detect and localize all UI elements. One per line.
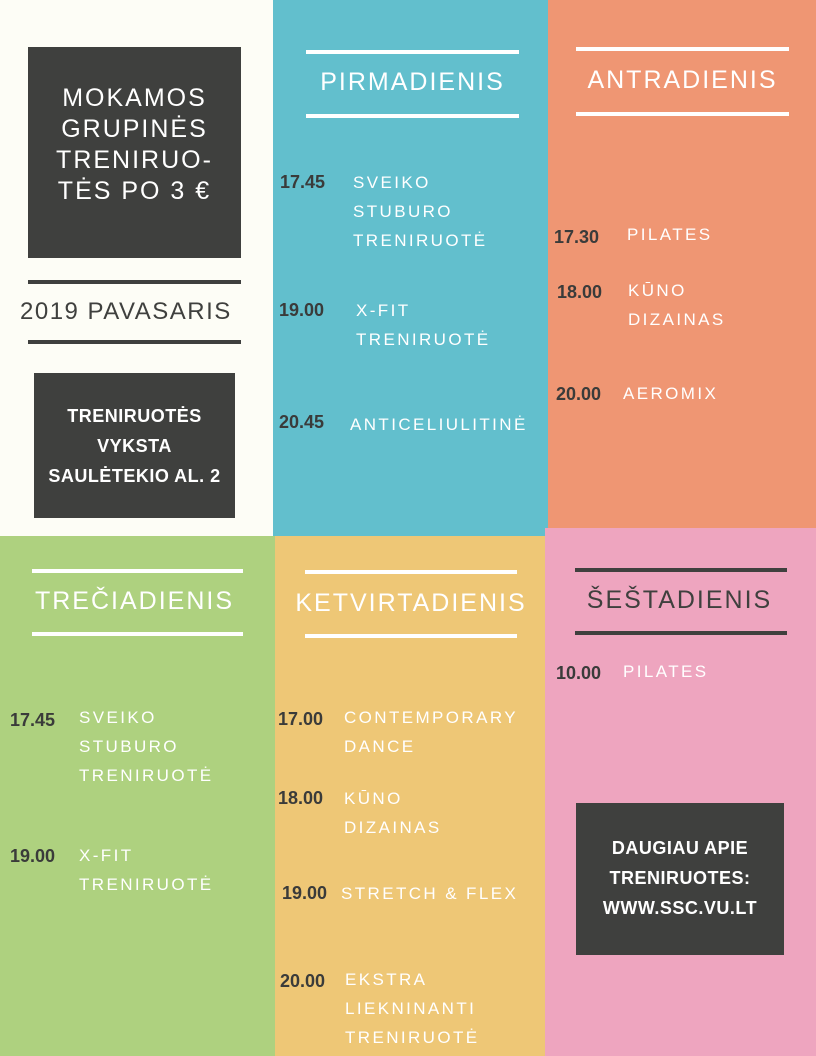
- session-time: 18.00: [278, 788, 324, 808]
- session-name: PILATES: [623, 662, 709, 681]
- monday-panel: [273, 0, 548, 536]
- tuesday-divider-bottom: [576, 112, 789, 116]
- tuesday-divider-top: [576, 47, 789, 51]
- session-time: 17.45: [10, 710, 56, 730]
- headline-box: [28, 47, 241, 258]
- session-time: 20.45: [279, 412, 325, 432]
- session-time: 10.00: [556, 663, 602, 683]
- session-name: ANTICELIULITINĖ: [350, 415, 528, 434]
- season-divider-top: [28, 280, 241, 284]
- saturday-title: ŠEŠTADIENIS: [586, 586, 773, 614]
- session-time: 18.00: [557, 282, 603, 302]
- season-label: 2019 PAVASARIS: [20, 298, 232, 325]
- thursday-panel: [275, 536, 545, 1056]
- session-time: 20.00: [280, 971, 326, 991]
- session-time: 17.00: [278, 709, 324, 729]
- session-name: X-FIT TRENIRUOTĖ: [79, 846, 214, 894]
- tuesday-panel: [548, 0, 816, 528]
- session-name: SVEIKO STUBURO TRENIRUOTĖ: [79, 708, 214, 785]
- wednesday-title: TREČIADIENIS: [34, 587, 235, 615]
- session-time: 19.00: [279, 300, 325, 320]
- more-info-text: DAUGIAU APIE TRENIRUOTES: WWW.SSC.VU.LT: [602, 838, 758, 918]
- thursday-divider-top: [305, 570, 517, 574]
- wednesday-panel: [0, 536, 275, 1056]
- session-name: X-FIT TRENIRUOTĖ: [356, 301, 491, 349]
- session-name: AEROMIX: [623, 384, 719, 403]
- session-name: CONTEMPORARY DANCE: [344, 708, 518, 756]
- location-box: [34, 373, 235, 518]
- monday-divider-top: [306, 50, 519, 54]
- session-name: STRETCH & FLEX: [341, 884, 519, 903]
- more-info-box: [576, 803, 784, 955]
- saturday-divider-bottom: [575, 631, 787, 635]
- wednesday-divider-top: [32, 569, 243, 573]
- saturday-divider-top: [575, 568, 787, 572]
- info-panel: [0, 0, 273, 536]
- session-name: KŪNO DIZAINAS: [628, 281, 726, 329]
- session-name: EKSTRA LIEKNINANTI TRENIRUOTĖ: [345, 970, 480, 1047]
- location-text: TRENIRUOTĖS VYKSTA SAULĖTEKIO AL. 2: [48, 406, 221, 486]
- session-time: 20.00: [556, 384, 602, 404]
- season-divider-bottom: [28, 340, 241, 344]
- tuesday-title: ANTRADIENIS: [587, 66, 778, 94]
- saturday-panel: [545, 528, 816, 1056]
- session-time: 17.45: [280, 172, 326, 192]
- session-name: PILATES: [627, 225, 713, 244]
- session-name: KŪNO DIZAINAS: [344, 789, 442, 837]
- wednesday-divider-bottom: [32, 632, 243, 636]
- thursday-title: KETVIRTADIENIS: [295, 589, 527, 617]
- thursday-divider-bottom: [305, 634, 517, 638]
- session-name: SVEIKO STUBURO TRENIRUOTĖ: [353, 173, 488, 250]
- headline-text: MOKAMOS GRUPINĖS TRENIRUO- TĖS PO 3 €: [56, 84, 213, 205]
- monday-title: PIRMADIENIS: [320, 68, 505, 96]
- monday-divider-bottom: [306, 114, 519, 118]
- session-time: 17.30: [554, 227, 600, 247]
- session-time: 19.00: [282, 883, 328, 903]
- session-time: 19.00: [10, 846, 56, 866]
